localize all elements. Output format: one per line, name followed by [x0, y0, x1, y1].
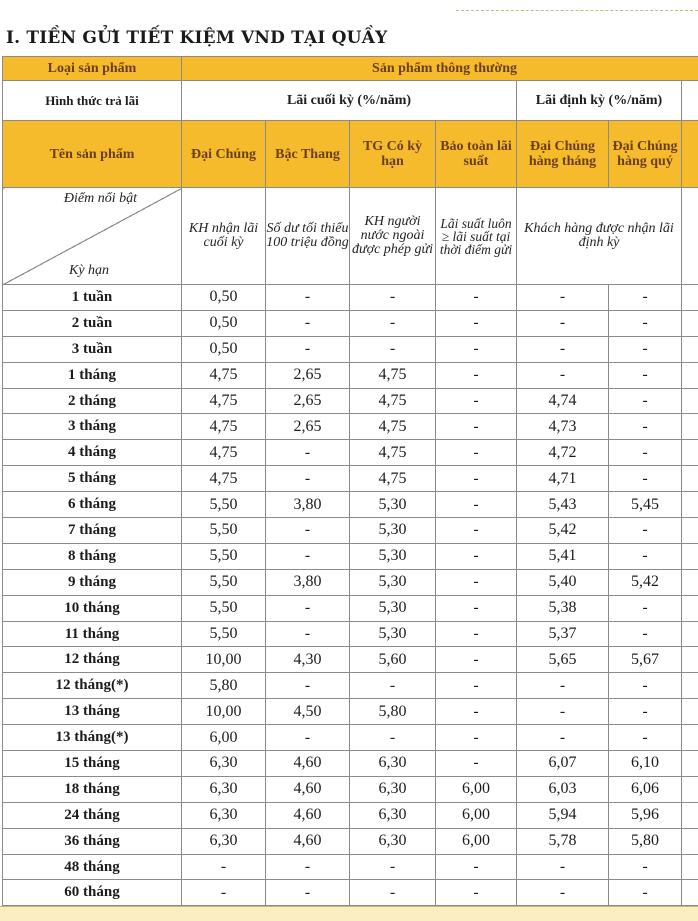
- extra-column-cell: [682, 854, 698, 880]
- rate-cell: -: [436, 569, 517, 595]
- term-cell: 10 tháng: [3, 595, 182, 621]
- product-name-dai-chung-hang-quy: Đại Chúng hàng quý: [609, 121, 682, 188]
- payment-form-label: Hình thức trả lãi: [3, 81, 182, 121]
- rate-cell: -: [350, 854, 436, 880]
- term-cell: 7 tháng: [3, 518, 182, 544]
- rate-cell: 5,50: [182, 492, 266, 518]
- extra-column-cell: [682, 621, 698, 647]
- rate-cell: 5,30: [350, 621, 436, 647]
- term-cell: 11 tháng: [3, 621, 182, 647]
- rate-cell: 4,60: [266, 828, 350, 854]
- rate-cell: 4,30: [266, 647, 350, 673]
- rate-cell: 4,72: [517, 440, 609, 466]
- rate-cell: 5,80: [182, 673, 266, 699]
- product-name-dai-chung: Đại Chúng: [182, 121, 266, 188]
- rate-cell: 0,50: [182, 336, 266, 362]
- extra-column-cell: [682, 776, 698, 802]
- rate-cell: 2,65: [266, 414, 350, 440]
- term-cell: 48 tháng: [3, 854, 182, 880]
- table-row: [3, 543, 698, 569]
- rate-cell: 5,40: [517, 569, 609, 595]
- rate-cell: 6,30: [350, 802, 436, 828]
- rate-cell: 6,07: [517, 751, 609, 777]
- term-cell: 13 tháng: [3, 699, 182, 725]
- rate-cell: 5,30: [350, 569, 436, 595]
- extra-column-cell: [682, 188, 698, 285]
- rate-cell: 5,50: [182, 569, 266, 595]
- rate-cell: 6,30: [182, 751, 266, 777]
- rate-cell: 3,80: [266, 492, 350, 518]
- rate-cell: 4,75: [350, 440, 436, 466]
- table-row: [3, 751, 698, 777]
- rate-cell: -: [266, 518, 350, 544]
- rate-cell: 4,75: [350, 388, 436, 414]
- rate-cell: 4,50: [266, 699, 350, 725]
- rate-cell: -: [517, 362, 609, 388]
- rate-cell: 4,71: [517, 466, 609, 492]
- extra-column-cell: [682, 828, 698, 854]
- rate-cell: 5,94: [517, 802, 609, 828]
- rate-cell: -: [436, 414, 517, 440]
- table-row: [3, 336, 698, 362]
- rate-cell: 4,75: [182, 414, 266, 440]
- rate-cell: -: [436, 595, 517, 621]
- rate-cell: -: [609, 466, 682, 492]
- table-row: [3, 802, 698, 828]
- rate-cell: 5,42: [609, 569, 682, 595]
- rate-cell: 6,00: [182, 725, 266, 751]
- rate-cell: -: [609, 880, 682, 906]
- rate-cell: 6,30: [182, 776, 266, 802]
- rate-cell: 5,30: [350, 595, 436, 621]
- rate-cell: -: [517, 725, 609, 751]
- rate-cell: 4,75: [182, 362, 266, 388]
- rate-cell: 6,06: [609, 776, 682, 802]
- extra-column-cell: [682, 466, 698, 492]
- rate-cell: -: [609, 699, 682, 725]
- extra-column-cell: [682, 310, 698, 336]
- rate-cell: 5,41: [517, 543, 609, 569]
- table-row: [3, 362, 698, 388]
- rate-cell: -: [436, 336, 517, 362]
- rate-cell: -: [350, 336, 436, 362]
- highlight-bao-toan-lai-suat: Lãi suất luôn ≥ lãi suất tại thời điểm gửi: [436, 188, 517, 285]
- rate-cell: 6,00: [436, 776, 517, 802]
- rate-cell: 4,60: [266, 751, 350, 777]
- rate-cell: 5,30: [350, 518, 436, 544]
- rate-cell: -: [182, 880, 266, 906]
- rate-cell: 6,00: [436, 802, 517, 828]
- rate-cell: 5,30: [350, 543, 436, 569]
- rate-cell: 0,50: [182, 310, 266, 336]
- rate-cell: -: [266, 466, 350, 492]
- savings-rate-table: [2, 56, 698, 906]
- rate-cell: 5,67: [609, 647, 682, 673]
- extra-column-cell: [682, 699, 698, 725]
- term-cell: 3 tuần: [3, 336, 182, 362]
- extra-column-cell: [682, 492, 698, 518]
- rate-cell: 5,38: [517, 595, 609, 621]
- term-cell: 12 tháng(*): [3, 673, 182, 699]
- rate-cell: -: [436, 673, 517, 699]
- rate-cell: 4,75: [182, 440, 266, 466]
- rate-cell: -: [436, 725, 517, 751]
- extra-column-cell: [682, 751, 698, 777]
- rate-cell: -: [436, 440, 517, 466]
- rate-cell: 10,00: [182, 647, 266, 673]
- rate-cell: -: [436, 310, 517, 336]
- rate-cell: -: [609, 440, 682, 466]
- rate-cell: -: [609, 854, 682, 880]
- table-row: [3, 854, 698, 880]
- rate-cell: 4,60: [266, 776, 350, 802]
- extra-column-cell: [682, 543, 698, 569]
- rate-cell: -: [517, 336, 609, 362]
- rate-cell: -: [517, 310, 609, 336]
- rate-cell: 5,50: [182, 621, 266, 647]
- table-row: [3, 595, 698, 621]
- rate-cell: 5,45: [609, 492, 682, 518]
- rate-cell: 6,30: [350, 776, 436, 802]
- rate-cell: -: [182, 854, 266, 880]
- rate-cell: 5,96: [609, 802, 682, 828]
- top-dashed-rule: [456, 10, 698, 11]
- product-name-tg-co-ky-han: TG Có kỳ hạn: [350, 121, 436, 188]
- rate-cell: -: [436, 466, 517, 492]
- extra-column-cell: [682, 725, 698, 751]
- product-name-bao-toan-lai-suat: Bảo toàn lãi suất: [436, 121, 517, 188]
- extra-column-cell: [682, 673, 698, 699]
- rate-cell: -: [266, 595, 350, 621]
- table-row: [3, 466, 698, 492]
- rate-cell: 2,65: [266, 362, 350, 388]
- rate-cell: 2,65: [266, 388, 350, 414]
- table-row: [3, 673, 698, 699]
- rate-cell: -: [266, 854, 350, 880]
- rate-cell: -: [266, 285, 350, 311]
- rate-cell: -: [436, 880, 517, 906]
- table-row: [3, 699, 698, 725]
- rate-cell: -: [609, 725, 682, 751]
- rate-cell: -: [436, 751, 517, 777]
- extra-column-cell: [682, 81, 698, 121]
- extra-column-cell: [682, 285, 698, 311]
- rate-cell: -: [436, 854, 517, 880]
- rate-cell: -: [266, 336, 350, 362]
- highlight-bac-thang: Số dư tối thiểu 100 triệu đồng: [266, 188, 350, 285]
- rate-cell: 6,30: [350, 751, 436, 777]
- rate-cell: 5,80: [350, 699, 436, 725]
- term-cell: 1 tháng: [3, 362, 182, 388]
- footer-strip: [0, 906, 698, 921]
- table-row: [3, 725, 698, 751]
- rate-cell: -: [609, 518, 682, 544]
- rate-cell: -: [266, 543, 350, 569]
- table-row: [3, 388, 698, 414]
- rate-cell: -: [609, 673, 682, 699]
- extra-column-cell: [682, 336, 698, 362]
- extra-column-cell: [682, 440, 698, 466]
- extra-column-cell: [682, 414, 698, 440]
- end-term-interest-label: Lãi cuối kỳ (%/năm): [182, 81, 517, 121]
- term-cell: 2 tháng: [3, 388, 182, 414]
- rate-cell: -: [436, 699, 517, 725]
- rate-cell: -: [266, 880, 350, 906]
- highlight-tg-co-ky-han: KH người nước ngoài được phép gửi: [350, 188, 436, 285]
- term-cell: 60 tháng: [3, 880, 182, 906]
- table-row: [3, 880, 698, 906]
- product-name-bac-thang: Bậc Thang: [266, 121, 350, 188]
- table-row: [3, 285, 698, 311]
- rate-cell: 3,80: [266, 569, 350, 595]
- rate-cell: -: [436, 285, 517, 311]
- rate-cell: -: [609, 414, 682, 440]
- highlight-term-diagonal-cell: [3, 188, 182, 285]
- section-title: I. TIỀN GỬI TIẾT KIỆM VND TẠI QUẦY: [6, 28, 387, 48]
- rate-cell: 5,78: [517, 828, 609, 854]
- rate-cell: -: [350, 285, 436, 311]
- term-cell: 36 tháng: [3, 828, 182, 854]
- rate-cell: -: [350, 725, 436, 751]
- term-cell: 24 tháng: [3, 802, 182, 828]
- term-cell: 4 tháng: [3, 440, 182, 466]
- highlight-label: Điểm nổi bật: [64, 192, 137, 206]
- product-type-label: Loại sản phẩm: [3, 57, 182, 81]
- rate-cell: 4,75: [182, 466, 266, 492]
- rate-cell: -: [266, 440, 350, 466]
- rate-cell: -: [609, 336, 682, 362]
- rate-cell: -: [266, 621, 350, 647]
- rate-cell: 6,10: [609, 751, 682, 777]
- rate-cell: 5,30: [350, 492, 436, 518]
- rate-cell: -: [436, 492, 517, 518]
- rate-cell: -: [266, 310, 350, 336]
- highlight-dai-chung: KH nhận lãi cuối kỳ: [182, 188, 266, 285]
- term-label: Kỳ hạn: [69, 264, 109, 278]
- term-cell: 6 tháng: [3, 492, 182, 518]
- table-row: [3, 647, 698, 673]
- table-row: [3, 492, 698, 518]
- term-cell: 1 tuần: [3, 285, 182, 311]
- rate-cell: 6,30: [182, 802, 266, 828]
- rate-cell: -: [436, 647, 517, 673]
- rate-cell: 4,60: [266, 802, 350, 828]
- extra-column-cell: [682, 388, 698, 414]
- rate-cell: -: [609, 362, 682, 388]
- rate-cell: 4,73: [517, 414, 609, 440]
- rate-cell: 6,03: [517, 776, 609, 802]
- rate-cell: -: [350, 310, 436, 336]
- term-cell: 18 tháng: [3, 776, 182, 802]
- term-cell: 3 tháng: [3, 414, 182, 440]
- product-name-dai-chung-hang-thang: Đại Chúng hàng tháng: [517, 121, 609, 188]
- table-row: [3, 518, 698, 544]
- rate-cell: -: [436, 543, 517, 569]
- rate-cell: 4,74: [517, 388, 609, 414]
- table-row: [3, 776, 698, 802]
- rate-cell: 6,30: [350, 828, 436, 854]
- product-group-label: Sản phẩm thông thường: [182, 57, 698, 81]
- term-cell: 8 tháng: [3, 543, 182, 569]
- rate-cell: -: [436, 388, 517, 414]
- term-cell: 15 tháng: [3, 751, 182, 777]
- rate-cell: -: [266, 673, 350, 699]
- rate-cell: 0,50: [182, 285, 266, 311]
- rate-cell: -: [517, 699, 609, 725]
- rate-cell: -: [266, 725, 350, 751]
- extra-column-cell: [682, 569, 698, 595]
- term-cell: 12 tháng: [3, 647, 182, 673]
- rate-cell: 5,43: [517, 492, 609, 518]
- rate-cell: 6,30: [182, 828, 266, 854]
- periodic-interest-label: Lãi định kỳ (%/năm): [517, 81, 682, 121]
- rate-cell: -: [517, 285, 609, 311]
- term-cell: 2 tuần: [3, 310, 182, 336]
- rate-cell: 6,00: [436, 828, 517, 854]
- rate-cell: -: [517, 854, 609, 880]
- rate-cell: 4,75: [350, 466, 436, 492]
- extra-column-cell: [682, 518, 698, 544]
- product-name-label: Tên sản phẩm: [3, 121, 182, 188]
- rate-cell: 5,50: [182, 595, 266, 621]
- rate-cell: -: [609, 285, 682, 311]
- rate-cell: 4,75: [350, 362, 436, 388]
- rate-cell: -: [609, 543, 682, 569]
- table-row: [3, 440, 698, 466]
- extra-column-cell: [682, 880, 698, 906]
- rate-cell: 5,60: [350, 647, 436, 673]
- rate-cell: -: [517, 673, 609, 699]
- term-cell: 9 tháng: [3, 569, 182, 595]
- table-row: [3, 414, 698, 440]
- term-cell: 13 tháng(*): [3, 725, 182, 751]
- rate-cell: 5,50: [182, 543, 266, 569]
- table-row: [3, 828, 698, 854]
- extra-column-cell: [682, 595, 698, 621]
- rate-cell: -: [436, 518, 517, 544]
- table-row: [3, 569, 698, 595]
- rate-cell: -: [350, 880, 436, 906]
- rate-cell: -: [350, 673, 436, 699]
- rate-cell: -: [609, 388, 682, 414]
- table-row: [3, 621, 698, 647]
- highlight-periodic: Khách hàng được nhận lãi định kỳ: [517, 188, 682, 285]
- rate-cell: 4,75: [350, 414, 436, 440]
- rate-cell: 5,50: [182, 518, 266, 544]
- rate-cell: 4,75: [182, 388, 266, 414]
- extra-column-cell: [682, 647, 698, 673]
- rate-cell: -: [609, 621, 682, 647]
- rate-cell: -: [609, 595, 682, 621]
- rate-cell: 5,42: [517, 518, 609, 544]
- rate-cell: -: [436, 621, 517, 647]
- extra-column-cell: [682, 802, 698, 828]
- term-cell: 5 tháng: [3, 466, 182, 492]
- rate-cell: 5,37: [517, 621, 609, 647]
- table-row: [3, 310, 698, 336]
- rate-cell: -: [609, 310, 682, 336]
- rate-cell: 5,80: [609, 828, 682, 854]
- rate-cell: 10,00: [182, 699, 266, 725]
- rate-cell: -: [436, 362, 517, 388]
- extra-column-cell: [682, 362, 698, 388]
- rate-cell: 5,65: [517, 647, 609, 673]
- extra-column-cell: [682, 121, 698, 188]
- rate-cell: -: [517, 880, 609, 906]
